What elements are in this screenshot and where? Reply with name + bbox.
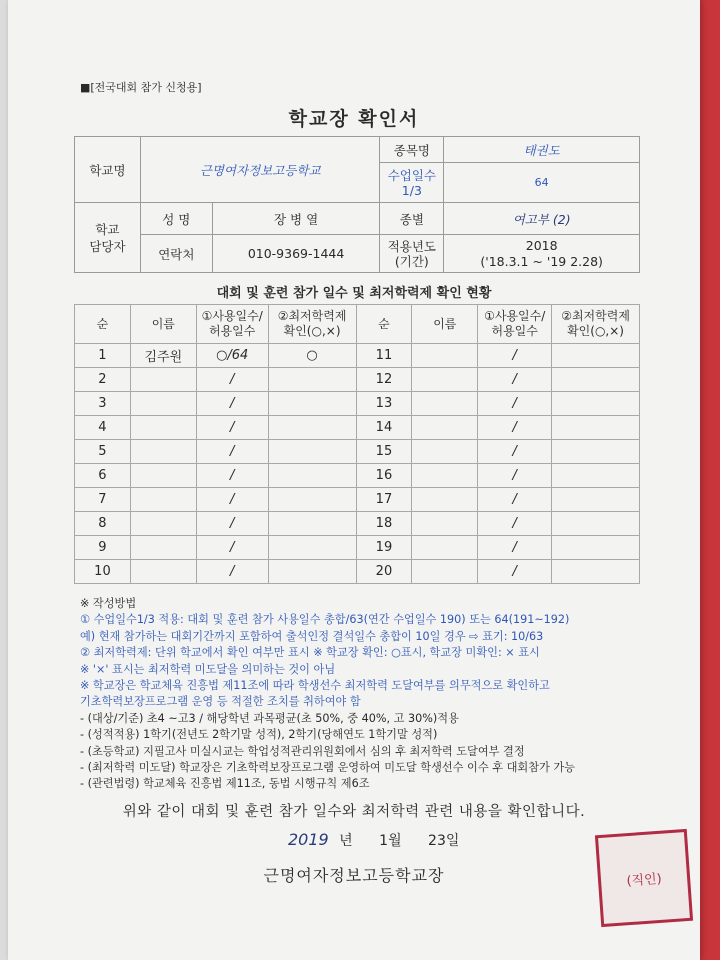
row-days: / [196,512,268,536]
row-name [130,560,196,584]
row-check [552,512,640,536]
contact-label: 연락처 [140,235,212,273]
row-no: 9 [75,536,131,560]
document-page [8,0,700,960]
days-value: 64 [444,163,640,203]
row-days: / [478,488,552,512]
row-check [552,440,640,464]
row-name [130,440,196,464]
row-days: ○/64 [196,344,268,368]
row-check [268,440,356,464]
days-label-line2: 1/3 [401,182,422,198]
detail-5: - (관련법령) 학교체육 진흥법 제11조, 동법 시행규칙 제6조 [80,777,370,791]
detail-1: - (대상/기준) 초4 ~고3 / 해당학년 과목평균(초 50%, 중 40%, 고 30%)적용 [80,711,459,725]
row-name [130,512,196,536]
header-days-2 [478,305,552,344]
row-no: 6 [75,464,131,488]
row-name [412,416,478,440]
notes-heading: ※ 작성방법 [80,597,137,610]
row-check [552,488,640,512]
official-seal [595,829,693,927]
table-header-row [75,305,640,344]
row-days: / [478,536,552,560]
header-check-line2: 확인(○,×) [283,324,341,338]
row-check [552,536,640,560]
red-background-strip [700,0,720,960]
row-no: 15 [356,440,412,464]
manager-label-line2: 담당자 [89,238,126,254]
row-days: / [478,440,552,464]
school-name: 근명여자정보고등학교 [140,137,380,203]
row-check [552,392,640,416]
year-value [444,235,640,273]
header-check-2-line2: 확인(○,×) [567,324,624,338]
table-row [75,416,640,440]
table-row [75,392,640,416]
manager-label [75,203,141,273]
row-check: ○ [268,344,356,368]
row-name [412,512,478,536]
row-name [412,368,478,392]
row-no: 19 [356,536,412,560]
name-label: 성 명 [140,203,212,235]
date-line [288,830,459,850]
row-check [552,464,640,488]
row-days: / [478,416,552,440]
seal-label: (직인) [626,871,663,889]
row-no: 4 [75,416,131,440]
year-value-line2: ('18.3.1 ~ '19 2.28) [480,253,603,269]
row-no: 5 [75,440,131,464]
row-days: / [196,440,268,464]
row-no: 20 [356,560,412,584]
note-3: ※ '×' 표시는 최저학력 미도달을 의미하는 것이 아님 [80,662,336,676]
header-days-2-line1: ①사용일수/ [484,309,546,323]
header-check [268,305,356,344]
row-days: / [196,560,268,584]
row-check [268,536,356,560]
row-name [130,464,196,488]
event-label: 종목명 [380,137,444,163]
row-name [130,368,196,392]
table-row [75,368,640,392]
row-days: / [478,464,552,488]
row-name [412,560,478,584]
row-check [268,488,356,512]
row-check [268,368,356,392]
row-check [268,416,356,440]
row-no: 14 [356,416,412,440]
row-check [268,464,356,488]
manager-name: 장 병 열 [212,203,380,235]
table-body [75,344,640,584]
date-day: 23일 [428,833,460,849]
row-days: / [196,416,268,440]
section-title: 대회 및 훈련 참가 일수 및 최저학력제 확인 현황 [216,286,492,301]
row-no: 16 [356,464,412,488]
date-year-unit: 년 [339,833,353,849]
table-row [75,512,640,536]
table-row [75,440,640,464]
row-name: 김주원 [130,344,196,368]
row-no: 12 [356,368,412,392]
table-row [75,488,640,512]
row-name [412,392,478,416]
row-days: / [478,512,552,536]
row-no: 1 [75,344,131,368]
row-check [552,368,640,392]
row-check [552,344,640,368]
row-no: 11 [356,344,412,368]
manager-label-line1: 학교 [95,221,120,237]
row-check [268,392,356,416]
header-name-2: 이름 [412,305,478,344]
row-check [552,560,640,584]
row-days: / [478,368,552,392]
type-label: 종별 [380,203,444,235]
row-name [130,536,196,560]
row-name [412,488,478,512]
table-row [75,560,640,584]
note-2: ② 최저학력제: 단위 학교에서 확인 여부만 표시 ※ 학교장 확인: ○표시, 학교장 미확인: × 표시 [80,646,540,660]
row-no: 2 [75,368,131,392]
row-days: / [196,488,268,512]
contact-value: 010-9369-1444 [212,235,380,273]
row-check [268,512,356,536]
row-no: 13 [356,392,412,416]
note-1a: ① 수업일수1/3 적용: 대회 및 훈련 참가 사용일수 총합/63(연간 수업일수 190) 또는 64(191~192) [80,613,570,627]
row-no: 18 [356,512,412,536]
principal-signature: 근명여자정보고등학교장 [263,866,445,885]
header-check-line1: ②최저학력제 [277,309,347,323]
row-days: / [478,392,552,416]
info-table [74,136,640,273]
row-days: / [196,464,268,488]
document-title: 학교장 확인서 [288,108,420,130]
row-no: 10 [75,560,131,584]
row-days: / [478,344,552,368]
row-name [130,392,196,416]
detail-3: - (초등학교) 지필고사 미실시교는 학업성적관리위원회에서 심의 후 최저학력 도달여부 결정 [80,744,525,758]
note-1b: 예) 현재 참가하는 대회기간까지 포함하여 출석인정 결석일수 총합이 10일 경우 ⇨ 표기: 10/63 [80,629,544,643]
date-year: 2019 [288,830,329,849]
row-days: / [196,536,268,560]
row-name [412,344,478,368]
row-name [130,488,196,512]
header-days-2-line2: 허용일수 [491,324,538,338]
notes-block [80,596,575,793]
year-value-line1: 2018 [525,237,558,253]
event-value: 태권도 [444,137,640,163]
date-month: 1월 [379,833,402,849]
row-check [552,416,640,440]
header-no-2: 순 [356,305,412,344]
detail-2: - (성적적용) 1학기(전년도 2학기말 성적), 2학기(당해연도 1학기말 성적) [80,728,438,742]
row-no: 8 [75,512,131,536]
row-days: / [478,560,552,584]
type-value: 여고부 (2) [444,203,640,235]
note-4a: ※ 학교장은 학교체육 진흥법 제11조에 따라 학생선수 최저학력 도달여부를 의무적으로 확인하고 [80,679,550,693]
days-label [380,163,444,203]
year-label-line2: (기간) [394,253,429,269]
header-name: 이름 [130,305,196,344]
table-row [75,344,640,368]
confirm-text: 위와 같이 대회 및 훈련 참가 일수와 최저학력 관련 내용을 확인합니다. [122,804,586,820]
row-name [412,440,478,464]
row-no: 7 [75,488,131,512]
header-check-2 [552,305,640,344]
header-days [196,305,268,344]
table-row [75,536,640,560]
row-days: / [196,392,268,416]
header-days-line2: 허용일수 [209,324,256,338]
table-row [75,464,640,488]
row-no: 3 [75,392,131,416]
header-no: 순 [75,305,131,344]
year-label [380,235,444,273]
note-4b: 기초학력보장프로그램 운영 등 적절한 조치를 취하여야 함 [80,695,361,709]
detail-4: - (최저학력 미도달) 학교장은 기초학력보장프로그램 운영하여 미도달 학생선수 이수 후 대회참가 가능 [80,761,575,775]
year-label-line1: 적용년도 [387,238,437,254]
header-days-line1: ①사용일수/ [201,309,263,323]
header-check-2-line1: ②최저학력제 [561,309,630,323]
header-tag: ■[전국대회 참가 신청용] [80,81,202,94]
days-label-line1: 수업일수 [387,167,437,183]
school-label: 학교명 [75,137,141,203]
row-no: 17 [356,488,412,512]
row-name [412,536,478,560]
row-name [412,464,478,488]
row-check [268,560,356,584]
participation-table [74,304,640,584]
row-days: / [196,368,268,392]
row-name [130,416,196,440]
